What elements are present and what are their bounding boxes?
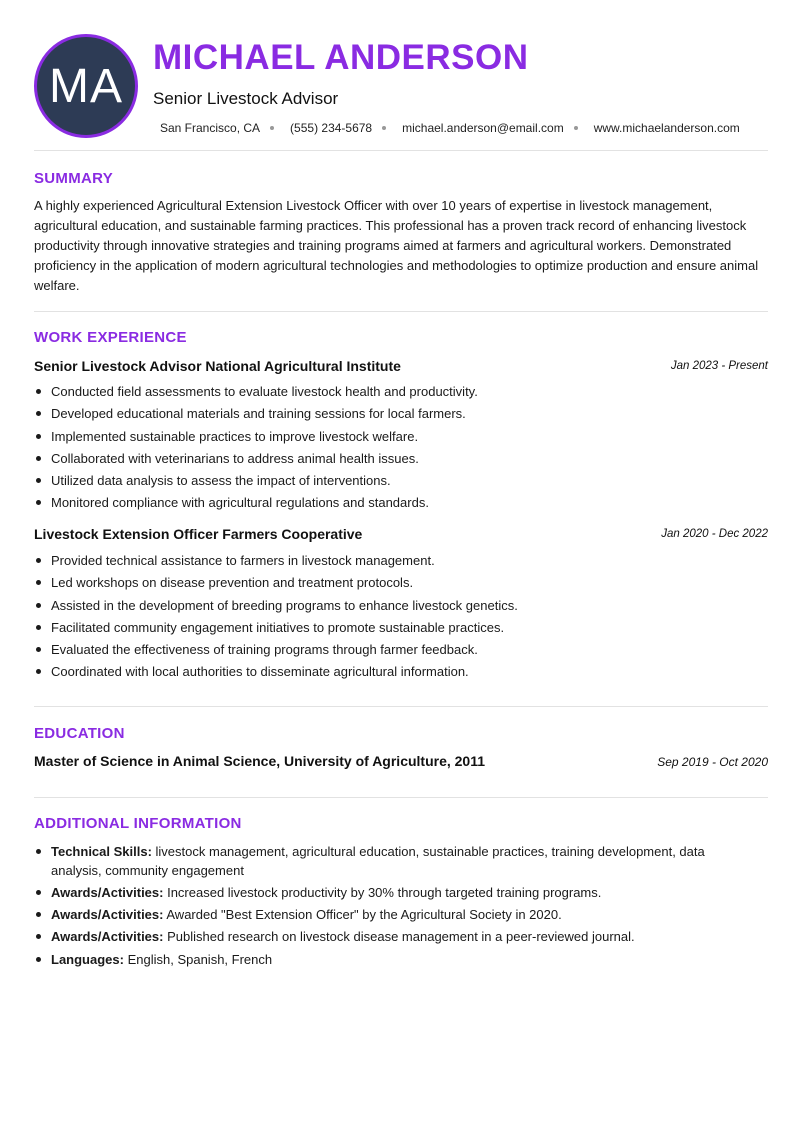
list-item: Developed educational materials and training sessions for local farmers. <box>51 405 768 422</box>
divider <box>34 150 768 151</box>
separator-dot-icon <box>382 126 386 130</box>
work-experience-heading: WORK EXPERIENCE <box>34 329 187 346</box>
list-item <box>51 927 741 946</box>
education-date: Sep 2019 - Oct 2020 <box>657 755 768 769</box>
job-header <box>34 526 768 546</box>
summary-text: A highly experienced Agricultural Extension Livestock Officer with over 10 years of expertise in livestock management, agricultural education, and sustainable farming practices. This professional has a proven track record of enhancing livestock productivity through innovative strategies and training programs aimed at farmers and agricultural workers. Demonstrated proficiency in the application of modern agricultural technologies and methodologies to optimize production and ensure animal welfare. <box>34 198 759 293</box>
contact-line <box>160 121 740 135</box>
candidate-title: Senior Livestock Advisor <box>153 89 339 108</box>
info-text: English, Spanish, French <box>123 952 273 967</box>
divider <box>34 706 768 707</box>
list-item: Facilitated community engagement initiatives to promote sustainable practices. <box>51 619 768 636</box>
list-item: Conducted field assessments to evaluate livestock health and productivity. <box>51 383 768 400</box>
list-item: Utilized data analysis to assess the impact of interventions. <box>51 472 768 489</box>
resume-header <box>34 34 768 138</box>
education-degree: Master of Science in Animal Science, University of Agriculture, 2011 <box>34 753 486 769</box>
info-label: Awards/Activities: <box>51 929 164 944</box>
list-item <box>51 950 741 969</box>
list-item <box>51 842 741 880</box>
contact-phone: (555) 234-5678 <box>290 121 373 135</box>
job-bullets <box>51 383 768 517</box>
job-role: Livestock Extension Officer Farmers Cooperative <box>34 526 363 542</box>
info-text: Awarded "Best Extension Officer" by the Agricultural Society in 2020. <box>163 907 562 922</box>
info-label: Awards/Activities: <box>51 885 164 900</box>
list-item: Collaborated with veterinarians to address animal health issues. <box>51 450 768 467</box>
education-entry <box>34 753 768 773</box>
job-header <box>34 358 768 378</box>
info-label: Awards/Activities: <box>51 907 164 922</box>
summary-heading: SUMMARY <box>34 170 114 187</box>
list-item: Coordinated with local authorities to disseminate agricultural information. <box>51 663 768 680</box>
list-item: Led workshops on disease prevention and treatment protocols. <box>51 574 768 591</box>
list-item: Monitored compliance with agricultural regulations and standards. <box>51 494 768 511</box>
list-item <box>51 905 741 924</box>
additional-info-heading: ADDITIONAL INFORMATION <box>34 815 242 832</box>
separator-dot-icon <box>270 126 274 130</box>
list-item: Provided technical assistance to farmers in livestock management. <box>51 552 768 569</box>
job-role: Senior Livestock Advisor National Agricultural Institute <box>34 358 401 374</box>
divider <box>34 797 768 798</box>
list-item: Assisted in the development of breeding programs to enhance livestock genetics. <box>51 597 768 614</box>
job-date: Jan 2023 - Present <box>670 360 768 372</box>
list-item: Implemented sustainable practices to improve livestock welfare. <box>51 428 768 445</box>
info-text: Published research on livestock disease management in a peer-reviewed journal. <box>163 929 635 944</box>
job-date: Jan 2020 - Dec 2022 <box>661 528 768 540</box>
list-item: Evaluated the effectiveness of training programs through farmer feedback. <box>51 641 768 658</box>
contact-location: San Francisco, CA <box>160 121 261 135</box>
info-text: Increased livestock productivity by 30% through targeted training programs. <box>163 885 602 900</box>
contact-email[interactable]: michael.anderson@email.com <box>402 121 564 135</box>
info-text: livestock management, agricultural education, sustainable practices, training development, data analysis, community engagement <box>51 844 705 878</box>
divider <box>34 311 768 312</box>
education-heading: EDUCATION <box>34 725 125 742</box>
candidate-name: MICHAEL ANDERSON <box>153 38 529 77</box>
info-label: Languages: <box>51 952 124 967</box>
separator-dot-icon <box>574 126 578 130</box>
job-bullets <box>51 552 768 686</box>
avatar <box>34 34 138 138</box>
avatar-initials: MA <box>49 59 123 113</box>
contact-website[interactable]: www.michaelanderson.com <box>593 121 740 135</box>
additional-info-list <box>51 842 741 972</box>
list-item <box>51 883 741 902</box>
info-label: Technical Skills: <box>51 844 152 859</box>
